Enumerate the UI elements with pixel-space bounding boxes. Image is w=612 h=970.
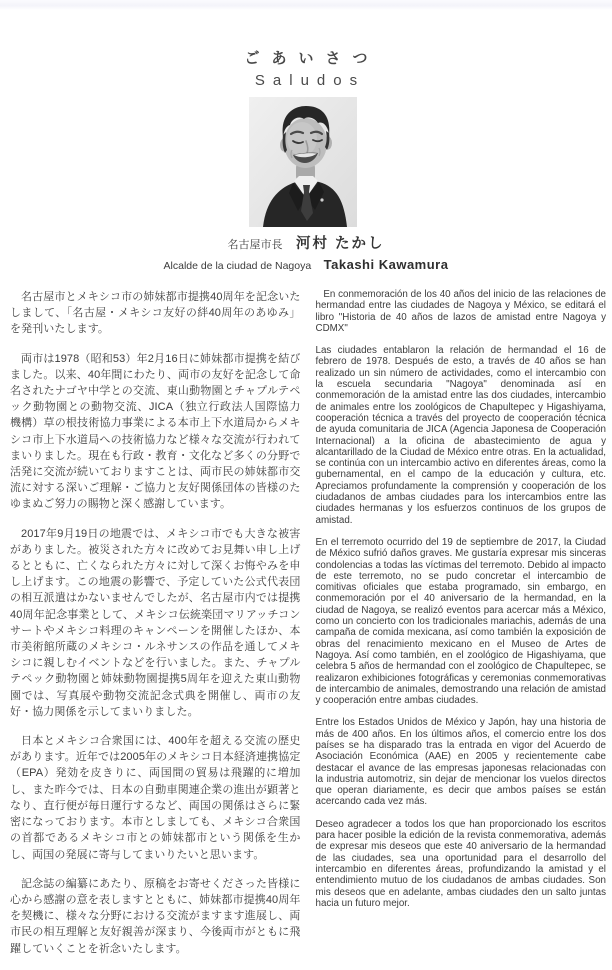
portrait-illustration <box>249 97 357 227</box>
japanese-paragraph-3: 2017年9月19日の地震では、メキシコ市でも大きな被害がありました。被災された方々に改めてお見舞い申し上げるとともに、亡くなられた方々に対して深くお悔やみを申し上げます。この地震の影響で、予定していた公式代表団の相互派遣はかないませんでしたが、名古屋市内では提携40周年記念事業として、メキシコ伝統楽団マリアッチコンサートやメキシコ料理のキャンペーンを開催したほか、本市美術館所蔵のメキシコ・ルネサンスの作品を通してメキシコに親しむイベントなどを行いました。また、チャプルテペック動物園と姉妹動物園提携5周年を迎えた東山動物園では、写真展や動物交流記念式典を開催し、両市の友好・協力関係を示してまいりました。 <box>10 527 301 718</box>
caption-spanish <box>0 255 612 276</box>
mayor-portrait-photo <box>249 97 357 227</box>
mayor-role-japanese: 名古屋市長 <box>227 239 283 251</box>
japanese-paragraph-1: 名古屋市とメキシコ市の姉妹都市提携40周年を記念いたしまして、「名古屋・メキシコ友好の絆40周年のあゆみ」を発刊いたします。 <box>10 291 301 336</box>
mayor-role-spanish: Alcalde de la ciudad de Nagoya <box>163 260 312 272</box>
page-title-japanese: ごあいさつ <box>244 50 380 67</box>
spanish-column <box>316 289 607 970</box>
mayor-name-japanese: 河村 たかし <box>295 236 385 252</box>
portrait-captions <box>0 234 612 276</box>
japanese-paragraph-2: 両市は1978（昭和53）年2月16日に姉妹都市提携を結びました。以来、40年間にわたり、両市の友好を記念して命名されたナゴヤ中学との交流、東山動物園とチャプルテペック動物園との動物交流、JICA（独立行政法人国際協力機構）草の根技術協力事業による本市上下水道局からメキシコ市上下水道局への技術協力など様々な交流が行われてまいりました。現在も行政・教育・文化など多くの分野で活発に交流が続いておりますことは、両市民の姉妹都市交流に対する深いご理解・ご協力と友好関係団体の皆様のたゆまぬご努力の賜物と深く感謝しています。 <box>10 352 301 511</box>
spanish-paragraph-1: En conmemoración de los 40 años del inicio de las relaciones de hermandad entre las ciudades de Nagoya y México, se editará el libro "Historia de 40 años de lazos de amistad entre Nagoya y CDMX" <box>315 289 606 334</box>
mayor-name-spanish: Takashi Kawamura <box>323 257 449 272</box>
spanish-paragraph-3: En el terremoto ocurrido del 19 de septiembre de 2017, la Ciudad de México sufrió daños graves. Me gustaría expresar mis sinceras condolencias a todas las víctimas del terremoto. Debido al impacto de este terremoto, no se pudo concretar el intercambio de comitivas oficiales que estaba programado, sin embargo, en conmemoración por el 40 aniversario de la hermandad, en la ciudad de Nagoya, se realizó eventos para acercar más a México, como un concierto con los tradicionales mariachis, además de una campaña de comida mexicana, así como también la exposición de obras del renacimiento mexicano en el Museo de Artes de Nagoya. Así como también, en el zoológico de Higashiyama, que celebra 5 años de hermandad con el zoológico de Chapultepec, se realizaron exhibiciones fotográficas y ceremonias conmemorativas de intercambio de animales, demostrando una relación de amistad y cooperación entre ambas ciudades. <box>315 536 606 707</box>
body-columns <box>10 289 606 970</box>
scan-edge-artifact <box>0 0 612 10</box>
caption-japanese <box>0 234 612 255</box>
japanese-column <box>10 289 301 970</box>
japanese-paragraph-5: 記念誌の編纂にあたり、原稿をお寄せくださった皆様に心から感謝の意を表しますとともに、姉妹都市提携40周年を契機に、様々な分野における交流がますます進展し、両市民の相互理解と友好親善が深まり、今後両市がともに飛躍していくことを祈念いたします。 <box>10 877 301 955</box>
japanese-paragraph-4: 日本とメキシコ合衆国には、400年を超える交流の歴史があります。近年では2005年のメキシコ日本経済連携協定（EPA）発効を皮きりに、両国間の貿易は飛躍的に増加し、また昨今では、日本の自動車関連企業の進出が顕著となり、直行便が毎日運行するなど、両国の関係はさらに緊密になっております。本市としましても、メキシコ合衆国の首都であるメキシコ市との姉妹都市という関係を生かし、両国の発展に寄与してまいりたいと思います。 <box>10 735 301 861</box>
page-titles <box>0 48 612 92</box>
page-title-spanish: Saludos <box>254 72 366 89</box>
spanish-paragraph-5: Deseo agradecer a todos los que han proporcionado los escritos para hacer posible la edición de la revista conmemorativa, además de expresar mis deseos que este 40 aniversario de la hermandad de las ciudades, sea una oportunidad para el desarrollo del intercambio en diferentes áreas, profundizando la amistad y el entendimiento mutuo de los ciudadanos de ambas ciudades. Son mis deseos que en adelante, ambas ciudades den un salto juntas hacia un futuro mejor. <box>315 818 606 909</box>
spanish-paragraph-4: Entre los Estados Unidos de México y Japón, hay una historia de más de 400 años. En los últimos años, el comercio entre los dos países se ha disparado tras la entrada en vigor del Acuerdo de Asociación Económica (AAE) en 2005 y recientemente cabe destacar el avance de las empresas japonesas relacionadas con la industria automotriz, sin dejar de mencionar los vuelos directos que operan diariamente, es decir que ambos países se están acercando cada vez más. <box>315 717 606 808</box>
spanish-paragraph-2: Las ciudades entablaron la relación de hermandad el 16 de febrero de 1978. Después de esto, a través de 40 años se han realizado un sin número de actividades, como el intercambio con la escuela secundaria "Nagoya" denominada así en conmemoración de la amistad entre las dos ciudades, intercambio de animales entre los zoológicos de Chapultepec y Higashiyama, cooperación técnica a través del proyecto de cooperación técnica de ayuda comunitaria de JICA (Agencia Japonesa de Cooperación Internacional) a la oficina de abastecimiento de agua y alcantarillado de la Ciudad de México entre otras. En la actualidad, se continúa con un intercambio activo en diferentes áreas, como la gubernamental, en el campo de la educación y cultura, etc. Apreciamos profundamente la comprensión y cooperación de los ciudadanos de ambas ciudades para los intercambios entre las ciudades hermanas y los esfuerzos continuos de los grupos de amistad. <box>315 345 606 526</box>
